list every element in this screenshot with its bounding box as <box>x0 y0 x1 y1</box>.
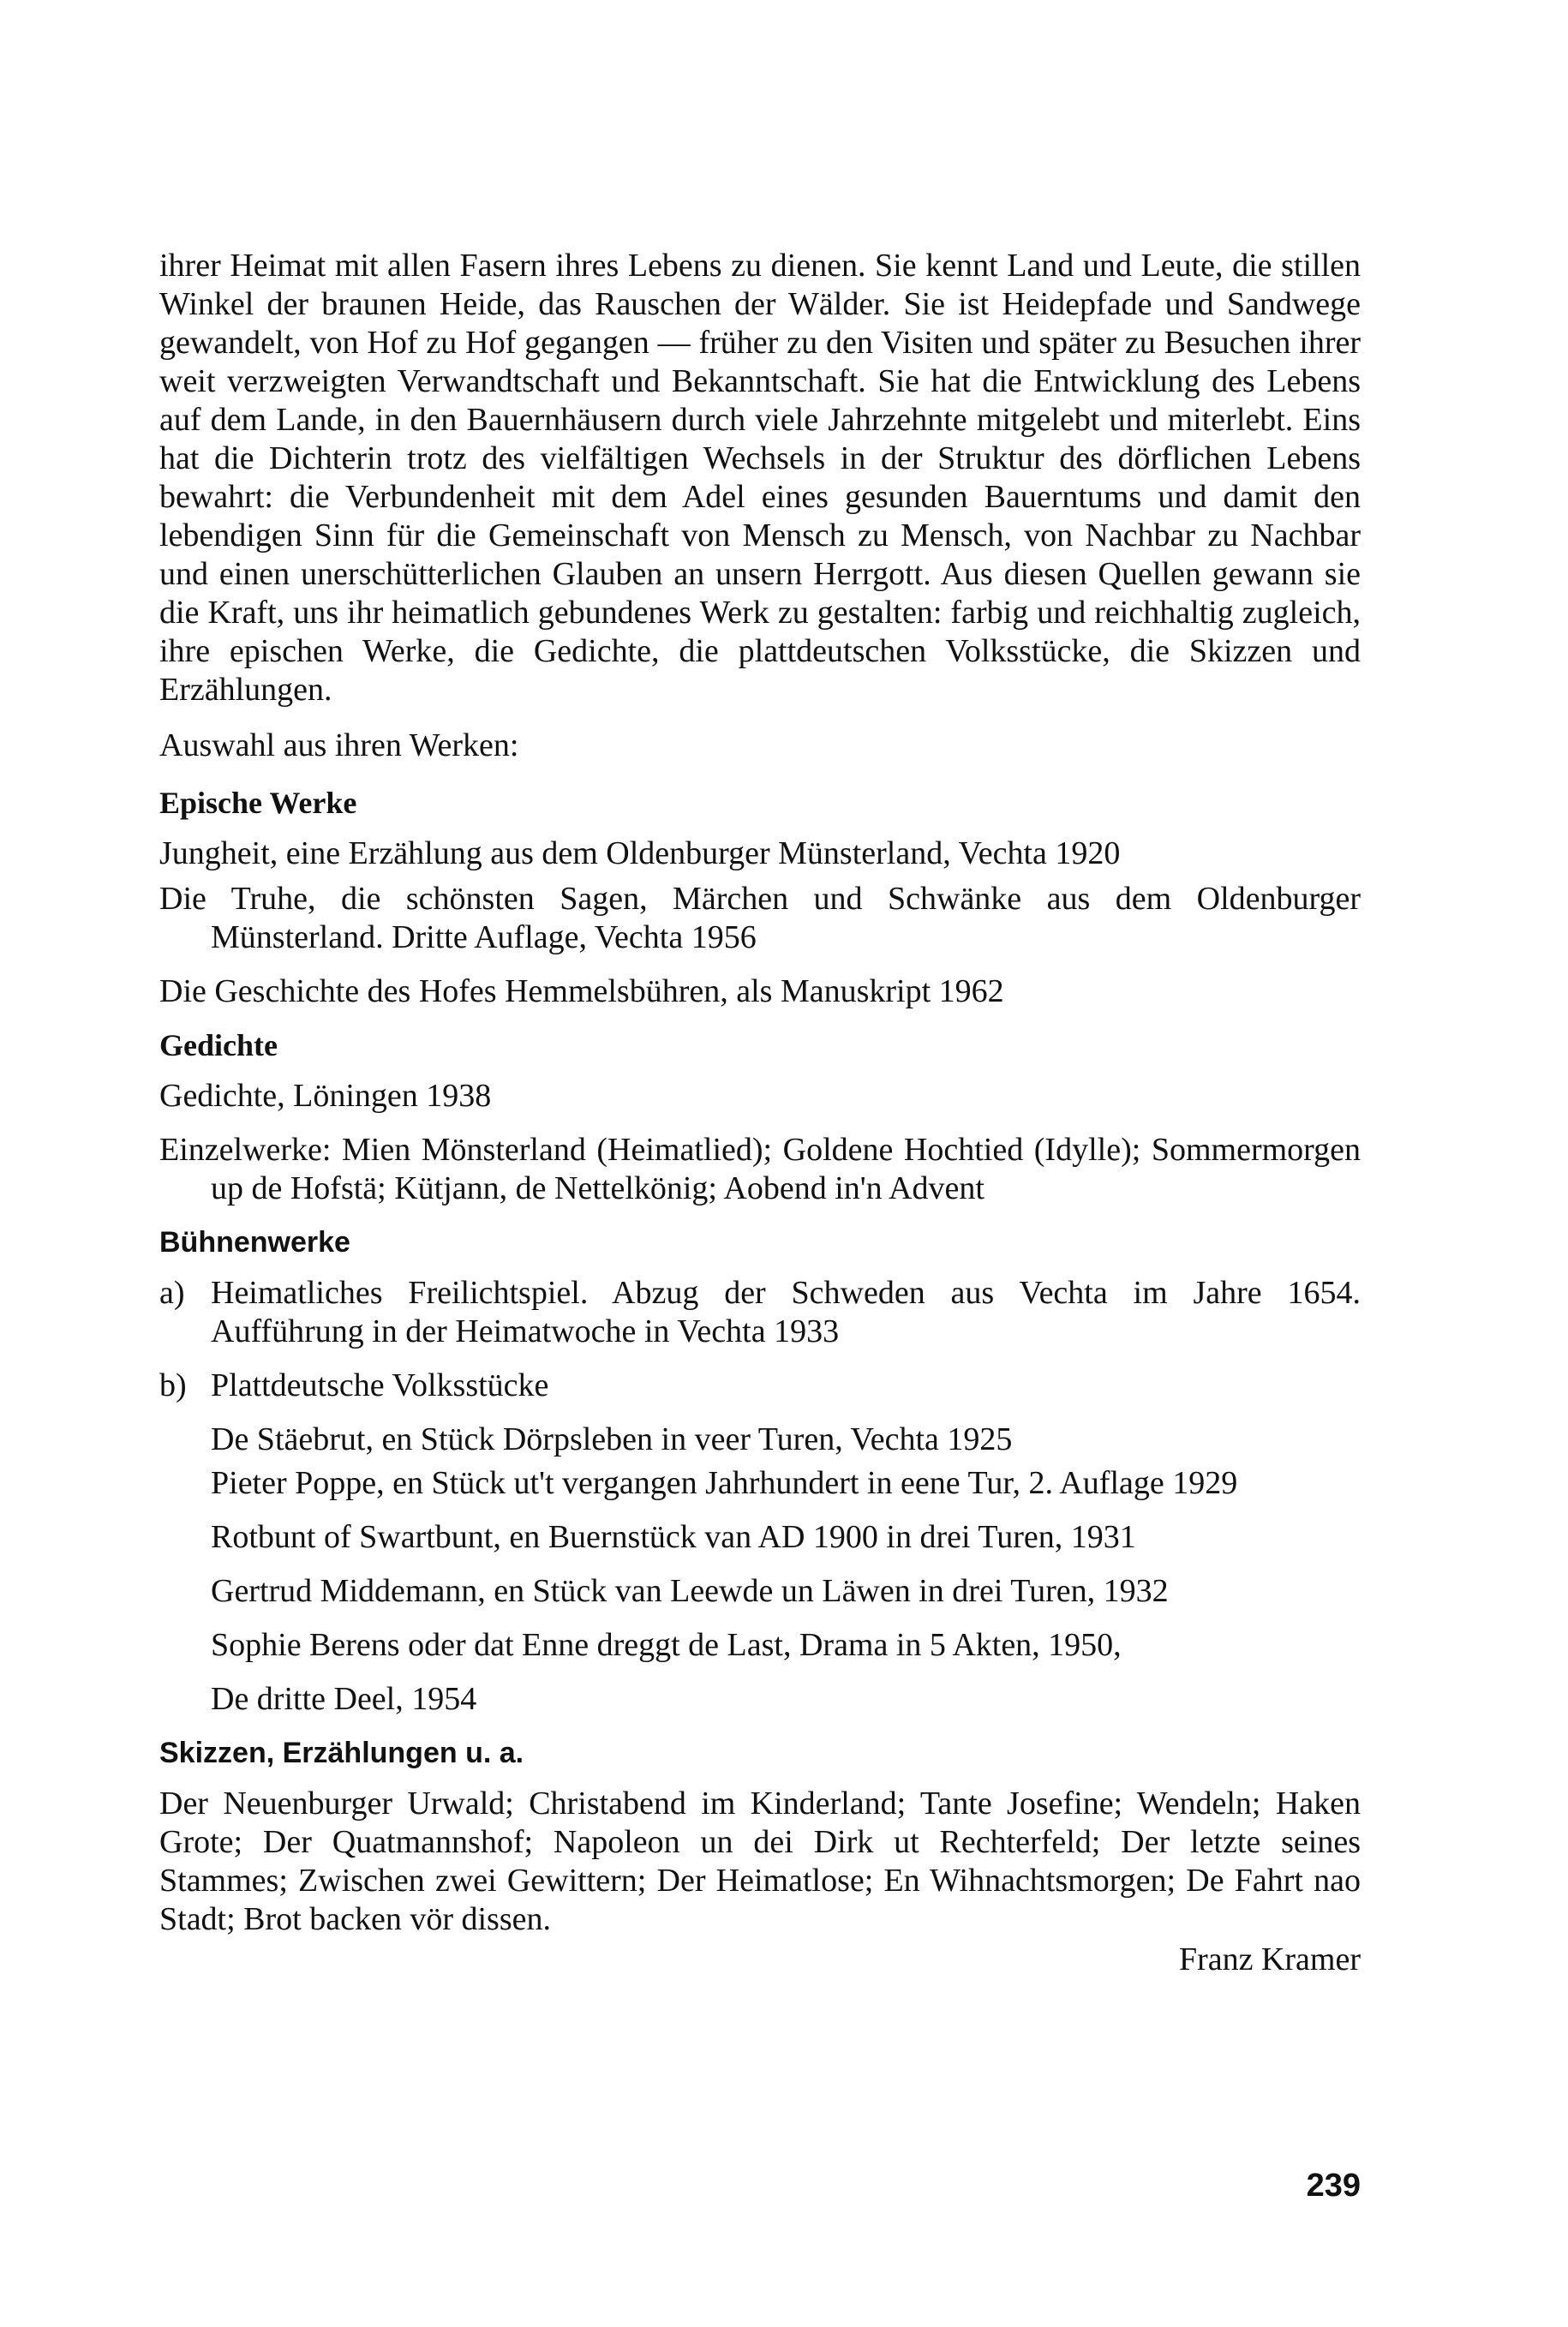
page-number: 239 <box>1306 2168 1361 2204</box>
selection-intro: Auswahl aus ihren Werken: <box>159 727 519 763</box>
play-item: Sophie Berens oder dat Enne dreggt de Last, Drama in 5 Akten, 1950, <box>211 1627 1122 1663</box>
play-item: Gertrud Middemann, en Stück van Leewde un Läwen in drei Turen, 1932 <box>211 1573 1169 1609</box>
play-item: Rotbunt of Swartbunt, en Buernstück van AD 1900 in drei Turen, 1931 <box>211 1519 1136 1555</box>
stage-item-a <box>159 1274 1361 1351</box>
epic-item: Die Truhe, die schönsten Sagen, Märchen und Schwänke aus dem Oldenburger Münsterland. Dritte Auflage, Vechta 1956 <box>159 881 1361 955</box>
intro-paragraph: ihrer Heimat mit allen Fasern ihres Lebens zu dienen. Sie kennt Land und Leute, die stillen Winkel der braunen Heide, das Rauschen der Wälder. Sie ist Heidepfade und Sandwege gewandelt, von Hof zu Hof gegangen — früher zu den Visiten und später zu Besuchen ihrer weit verzweigten Verwandtschaft und Bekanntschaft. Sie hat die Entwicklung des Lebens auf dem Lande, in den Bauernhäusern durch viele Jahrzehnte mitgelebt und miterlebt. Eins hat die Dichterin trotz des vielfältigen Wechsels in der Struktur des dörflichen Lebens bewahrt: die Verbundenheit mit dem Adel eines gesunden Bauerntums und damit den lebendigen Sinn für die Gemeinschaft von Mensch zu Mensch, von Nachbar zu Nachbar und einen unerschütterlichen Glauben an unsern Herrgott. Aus diesen Quellen gewann sie die Kraft, uns ihr heimatlich gebundenes Werk zu gestalten: farbig und reichhaltig zugleich, ihre epischen Werke, die Gedichte, die plattdeutschen Volksstücke, die Skizzen und Erzählungen. <box>159 248 1361 708</box>
stage-heading: Bühnenwerke <box>159 1226 350 1259</box>
play-item: De Stäebrut, en Stück Dörpsleben in veer Turen, Vechta 1925 <box>211 1421 1013 1457</box>
stage-item-b <box>159 1367 1361 1405</box>
stage-item-b-label: b) <box>159 1367 187 1403</box>
sketches-heading: Skizzen, Erzählungen u. a. <box>159 1737 524 1769</box>
poem-item: Einzelwerke: Mien Mönsterland (Heimatlied); Goldene Hochtied (Idylle); Sommermorgen up de Hofstä; Kütjann, de Nettelkönig; Aobend in'n Advent <box>159 1132 1361 1206</box>
poems-heading: Gedichte <box>159 1028 278 1062</box>
stage-item-a-label: a) <box>159 1275 185 1311</box>
page-body <box>159 247 1361 1979</box>
epic-heading: Epische Werke <box>159 786 357 820</box>
epic-item: Jungheit, eine Erzählung aus dem Oldenburger Münsterland, Vechta 1920 <box>159 835 1121 871</box>
author-signature: Franz Kramer <box>1178 1941 1361 1977</box>
poem-item: Gedichte, Löningen 1938 <box>159 1078 492 1114</box>
play-item: Pieter Poppe, en Stück ut't vergangen Jahrhundert in eene Tur, 2. Auflage 1929 <box>211 1465 1238 1501</box>
stage-item-a-text: Heimatliches Freilichtspiel. Abzug der Schweden aus Vechta im Jahre 1654. Aufführung in der Heimatwoche in Vechta 1933 <box>211 1275 1361 1349</box>
sketches-text: Der Neuenburger Urwald; Christabend im Kinderland; Tante Josefine; Wendeln; Haken Grote; Der Quatmannshof; Napoleon un dei Dirk ut Rechterfeld; Der letzte seines Stammes; Zwischen zwei Gewittern; Der Heimatlose; En Wihnachtsmorgen; De Fahrt nao Stadt; Brot backen vör dissen. <box>159 1786 1361 1937</box>
epic-item: Die Geschichte des Hofes Hemmelsbühren, als Manuskript 1962 <box>159 973 1004 1009</box>
play-item: De dritte Deel, 1954 <box>211 1681 477 1717</box>
stage-item-b-text: Plattdeutsche Volksstücke <box>211 1367 549 1403</box>
